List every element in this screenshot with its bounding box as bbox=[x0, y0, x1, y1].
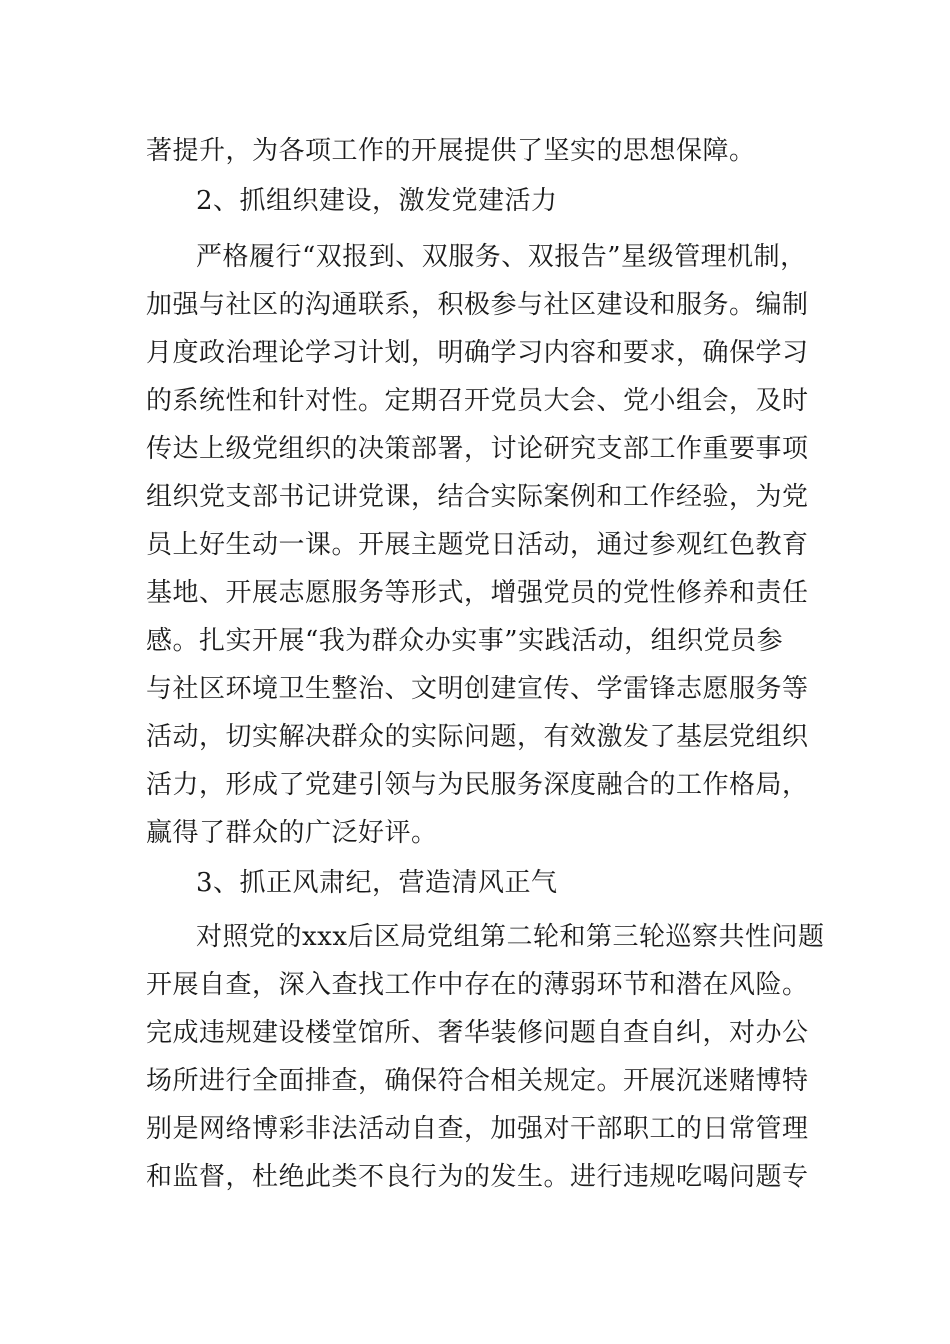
body-text-line: 开展自查，深入查找工作中存在的薄弱环节和潜在风险。 bbox=[146, 970, 809, 1000]
body-text-line: 和监督，杜绝此类不良行为的发生。进行违规吃喝问题专 bbox=[146, 1162, 809, 1192]
body-text-line: 场所进行全面排查，确保符合相关规定。开展沉迷赌博特 bbox=[146, 1066, 809, 1096]
body-text-line: 员上好生动一课。开展主题党日活动，通过参观红色教育 bbox=[146, 530, 809, 560]
body-text-line: 的系统性和针对性。定期召开党员大会、党小组会，及时 bbox=[146, 386, 809, 416]
section-heading-2: 2、抓组织建设，激发党建活力 bbox=[196, 186, 558, 216]
body-text-line: 与社区环境卫生整治、文明创建宣传、学雷锋志愿服务等 bbox=[146, 674, 809, 704]
body-text-line: 加强与社区的沟通联系，积极参与社区建设和服务。编制 bbox=[146, 290, 809, 320]
body-text-line: 月度政治理论学习计划，明确学习内容和要求，确保学习 bbox=[146, 338, 809, 368]
body-text-line: 组织党支部书记讲党课，结合实际案例和工作经验，为党 bbox=[146, 482, 809, 512]
body-text-line: 活力，形成了党建引领与为民服务深度融合的工作格局， bbox=[146, 770, 809, 800]
body-text-line: 对照党的xxx后区局党组第二轮和第三轮巡察共性问题 bbox=[196, 922, 825, 952]
body-text-line: 完成违规建设楼堂馆所、奢华装修问题自查自纠，对办公 bbox=[146, 1018, 809, 1048]
body-text-line: 活动，切实解决群众的实际问题，有效激发了基层党组织 bbox=[146, 722, 809, 752]
body-text-line: 赢得了群众的广泛好评。 bbox=[146, 818, 438, 848]
body-text-line: 传达上级党组织的决策部署，讨论研究支部工作重要事项 bbox=[146, 434, 809, 464]
body-text-line: 基地、开展志愿服务等形式，增强党员的党性修养和责任 bbox=[146, 578, 809, 608]
body-text-line: 别是网络博彩非法活动自查，加强对干部职工的日常管理 bbox=[146, 1114, 809, 1144]
body-text-line: 感。扎实开展“我为群众办实事”实践活动，组织党员参 bbox=[146, 626, 784, 656]
body-text-line: 著提升，为各项工作的开展提供了坚实的思想保障。 bbox=[146, 136, 756, 166]
body-text-line: 严格履行“双报到、双服务、双报告”星级管理机制， bbox=[196, 242, 807, 272]
section-heading-3: 3、抓正风肃纪，营造清风正气 bbox=[196, 868, 558, 898]
